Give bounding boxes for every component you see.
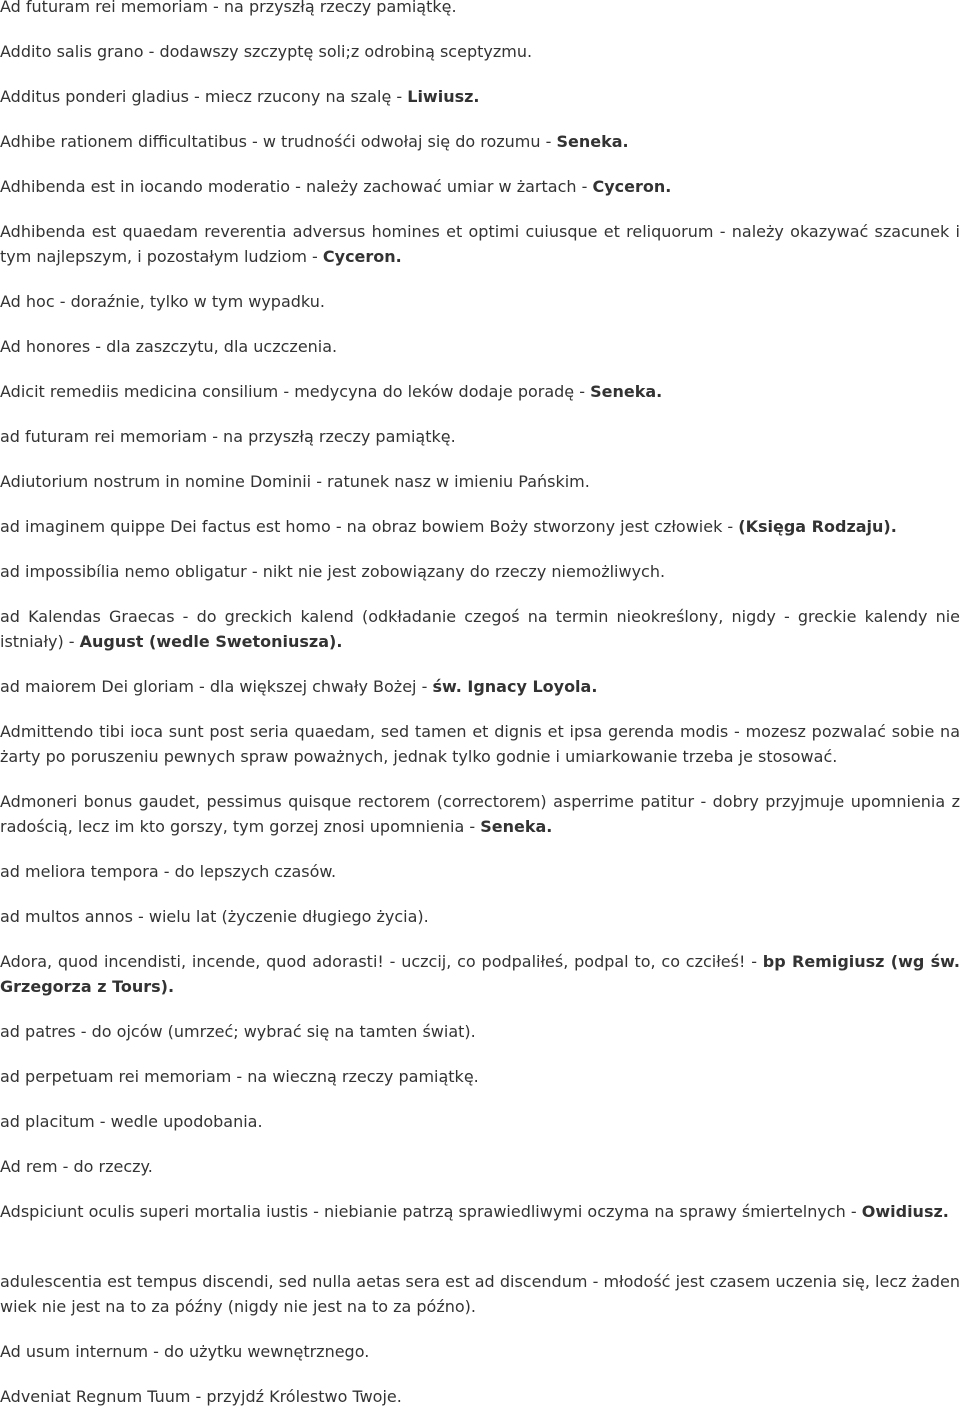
quote-source: August (wedle Swetoniusza). (79, 632, 343, 651)
quote-entry (0, 1339, 960, 1364)
quote-source: Seneka. (556, 132, 629, 151)
quote-entry (0, 859, 960, 884)
quote-source: bp Remigiusz (wg św. Grzegorza z Tours). (0, 952, 960, 996)
quote-source: Owidiusz. (861, 1202, 949, 1221)
quote-entry (0, 719, 960, 769)
quote-source: Seneka. (480, 817, 553, 836)
quote-text: Ad rem - do rzeczy. (0, 1157, 153, 1176)
quote-source: św. Ignacy Loyola. (432, 677, 598, 696)
quote-entry (0, 1064, 960, 1089)
quote-text: Admoneri bonus gaudet, pessimus quisque rectorem (correctorem) asperrime patitur - dobry przyjmuje upomnienia z radością, lecz im kto gorszy, tym gorzej znosi upomnienia - (0, 792, 960, 836)
quote-text: Adora, quod incendisti, incende, quod adorasti! - uczcij, co podpaliłeś, podpal to, co czciłeś! - (0, 952, 763, 971)
quote-entry (0, 1019, 960, 1044)
quote-source: Seneka. (590, 382, 663, 401)
quote-text: ad Kalendas Graecas - do greckich kalend (odkładanie czegoś na termin nieokreślony, nigdy - greckie kalendy nie istniały) - (0, 607, 960, 651)
quote-entry (0, 289, 960, 314)
quote-text: adulescentia est tempus discendi, sed nulla aetas sera est ad discendum - młodość jest czasem uczenia się, lecz żaden wiek nie jest na to za późny (nigdy nie jest na to za późno). (0, 1272, 960, 1316)
quote-text: Ad futuram rei memoriam - na przyszłą rzeczy pamiątkę. (0, 0, 457, 16)
quote-text: ad futuram rei memoriam - na przyszłą rzeczy pamiątkę. (0, 427, 456, 446)
quote-entry (0, 174, 960, 199)
quote-entry (0, 789, 960, 839)
quote-entry (0, 1269, 960, 1319)
quote-entry (0, 1154, 960, 1179)
quote-text: Ad hoc - doraźnie, tylko w tym wypadku. (0, 292, 325, 311)
quote-text: Adhibenda est in iocando moderatio - należy zachować umiar w żartach - (0, 177, 593, 196)
quote-text: ad impossibília nemo obligatur - nikt nie jest zobowiązany do rzeczy niemożliwych. (0, 562, 666, 581)
quote-text: ad imaginem quippe Dei factus est homo - na obraz bowiem Boży stworzony jest człowiek - (0, 517, 739, 536)
quote-text: Adicit remediis medicina consilium - medycyna do leków dodaje poradę - (0, 382, 591, 401)
quote-entry (0, 469, 960, 494)
quote-text: Adspiciunt oculis superi mortalia iustis - niebianie patrzą sprawiedliwymi oczyma na sprawy śmiertelnych - (0, 1202, 862, 1221)
quote-entry (0, 514, 960, 539)
quote-entry (0, 949, 960, 999)
quote-entry (0, 1199, 960, 1224)
quote-entry (0, 604, 960, 654)
quote-entry (0, 904, 960, 929)
quote-text: Adveniat Regnum Tuum - przyjdź Królestwo Twoje. (0, 1387, 402, 1406)
quote-text: Additus ponderi gladius - miecz rzucony na szalę - (0, 87, 408, 106)
quote-entry (0, 1109, 960, 1134)
quote-text: ad multos annos - wielu lat (życzenie długiego życia). (0, 907, 429, 926)
quote-source: Cyceron. (592, 177, 672, 196)
quote-text: ad patres - do ojców (umrzeć; wybrać się na tamten świat). (0, 1022, 476, 1041)
quote-entry (0, 219, 960, 269)
quote-text: ad perpetuam rei memoriam - na wieczną rzeczy pamiątkę. (0, 1067, 479, 1086)
quote-text: Adhibenda est quaedam reverentia adversus homines et optimi cuiusque et reliquorum - należy okazywać szacunek i tym najlepszym, i pozostałym ludziom - (0, 222, 960, 266)
quote-text: Ad honores - dla zaszczytu, dla uczczenia. (0, 337, 338, 356)
quote-text: Adiutorium nostrum in nomine Dominii - ratunek nasz w imieniu Pańskim. (0, 472, 590, 491)
quote-entry (0, 0, 960, 19)
quote-text: Admittendo tibi ioca sunt post seria quaedam, sed tamen et dignis et ipsa gerenda modis - mozesz pozwalać sobie na żarty po poruszeniu pewnych spraw poważnych, jednak tylko godnie i umiarkowanie trzeba je stosować. (0, 722, 960, 766)
quote-entry (0, 129, 960, 154)
quote-text: Ad usum internum - do użytku wewnętrznego. (0, 1342, 370, 1361)
quote-entry (0, 84, 960, 109)
quote-text: ad placitum - wedle upodobania. (0, 1112, 263, 1131)
quote-text: ad maiorem Dei gloriam - dla większej chwały Bożej - (0, 677, 433, 696)
quote-text: Adhibe rationem difficultatibus - w trudnośći odwołaj się do rozumu - (0, 132, 557, 151)
quote-source: Liwiusz. (407, 87, 480, 106)
quote-entry (0, 424, 960, 449)
quote-source: Cyceron. (322, 247, 402, 266)
quote-text: ad meliora tempora - do lepszych czasów. (0, 862, 337, 881)
quote-entry (0, 674, 960, 699)
quote-entry (0, 39, 960, 64)
quote-source: (Księga Rodzaju). (738, 517, 897, 536)
quote-entry (0, 379, 960, 404)
quote-entry (0, 334, 960, 359)
quote-entry (0, 559, 960, 584)
quote-entry (0, 1384, 960, 1409)
quote-text: Addito salis grano - dodawszy szczyptę soli;z odrobiną sceptyzmu. (0, 42, 533, 61)
